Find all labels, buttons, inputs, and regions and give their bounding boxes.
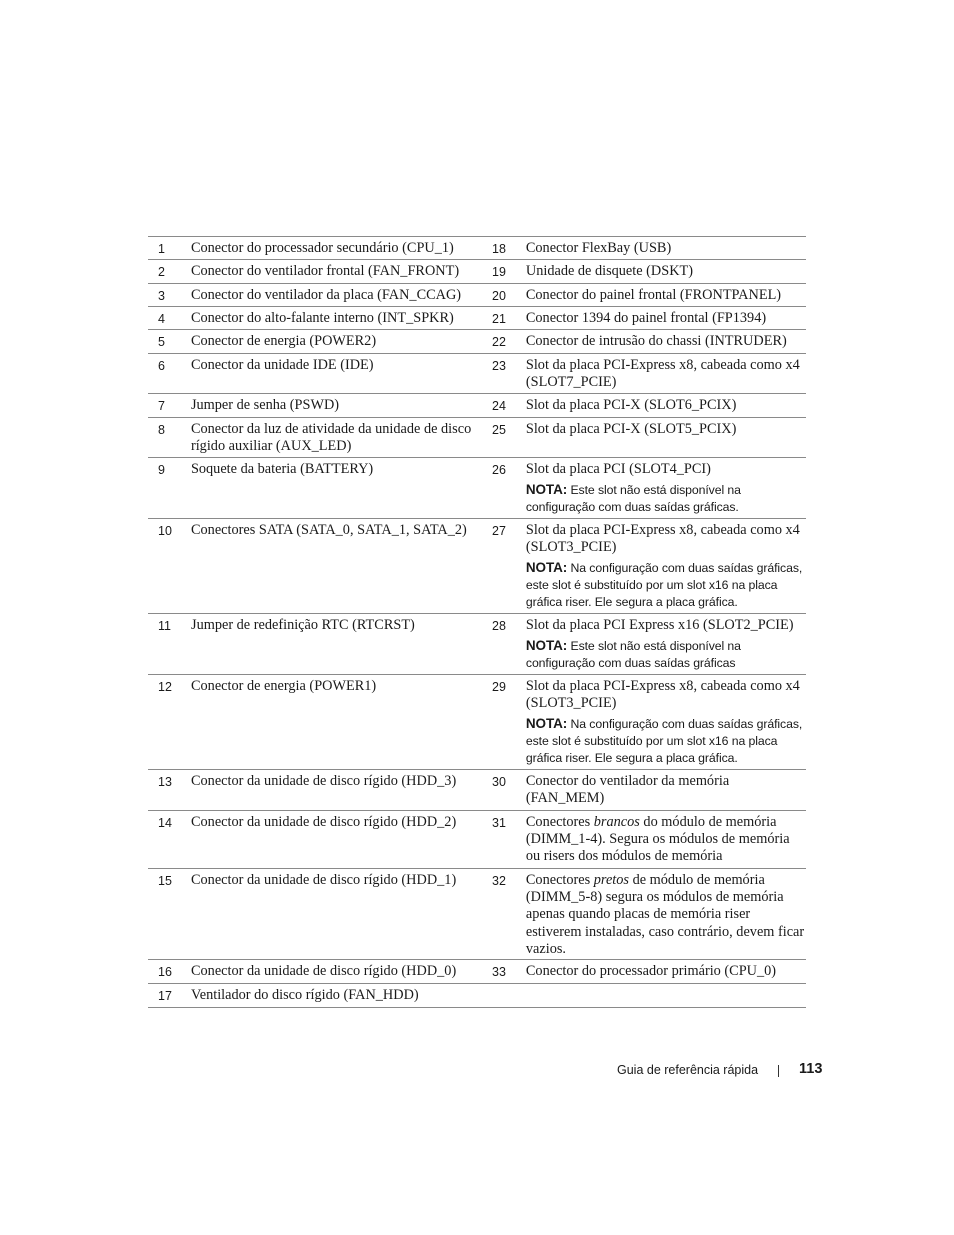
note — [526, 715, 806, 767]
note — [526, 481, 806, 516]
desc-emphasis: brancos — [593, 814, 640, 830]
item-number: 21 — [492, 312, 506, 326]
item-number: 27 — [492, 524, 506, 538]
item-description — [512, 872, 806, 955]
item-description: Conector FlexBay (USB) — [525, 240, 672, 256]
item-number: 2 — [158, 265, 165, 279]
desc-text: de módulo de memória (DIMM_5-8) segura os módulos de memória apenas quando placas de memória riser estiverem instaladas, caso contrário, devem ficar vazios. — [525, 872, 805, 957]
item-description: Conector do ventilador da memória (FAN_MEM) — [525, 773, 730, 807]
item-description: Conector do alto-falante interno (INT_SPKR) — [190, 310, 454, 326]
item-number: 31 — [492, 816, 506, 830]
item-cell — [512, 678, 806, 765]
desc-emphasis: pretos — [593, 872, 629, 888]
table-row — [148, 284, 806, 307]
item-description: Conector do painel frontal (FRONTPANEL) — [525, 287, 782, 303]
item-description: Conector da luz de atividade da unidade de disco rígido auxiliar (AUX_LED) — [190, 421, 472, 455]
item-number: 6 — [158, 359, 165, 373]
item-description: Conector do ventilador da placa (FAN_CCAG) — [190, 287, 462, 303]
item-description: Slot da placa PCI-Express x8, cabeada como x4 (SLOT7_PCIE) — [525, 357, 800, 391]
item-number: 28 — [492, 619, 506, 633]
item-number: 1 — [158, 242, 165, 256]
page-number: 113 — [799, 1061, 823, 1077]
item-number: 20 — [492, 289, 506, 303]
item-description: Conector da unidade de disco rígido (HDD_2) — [191, 814, 457, 830]
item-number: 11 — [158, 619, 171, 633]
item-description: Slot da placa PCI Express x16 (SLOT2_PCIE) — [525, 617, 794, 633]
page-footer — [600, 1061, 822, 1081]
item-description: Slot da placa PCI-Express x8, cabeada como x4 (SLOT3_PCIE) — [525, 678, 800, 712]
item-number — [484, 987, 512, 1003]
note — [526, 637, 806, 672]
table-row — [148, 675, 806, 770]
table-row — [148, 394, 806, 418]
item-description: Conector do processador secundário (CPU_1) — [190, 240, 454, 256]
item-description: Slot da placa PCI-Express x8, cabeada como x4 (SLOT3_PCIE) — [525, 522, 800, 556]
table-row — [148, 458, 806, 519]
item-number: 23 — [492, 359, 506, 373]
connector-table — [148, 236, 806, 1008]
table-row — [148, 869, 806, 960]
item-description: Slot da placa PCI (SLOT4_PCI) — [525, 461, 711, 477]
table-row — [148, 418, 806, 458]
item-description: Conector do ventilador frontal (FAN_FRONT) — [190, 263, 460, 279]
table-row — [148, 237, 806, 260]
table-row — [148, 307, 806, 330]
table-row — [148, 614, 806, 675]
table-row — [148, 330, 806, 354]
item-description: Conector da unidade de disco rígido (HDD_1) — [191, 872, 457, 888]
desc-text: Conectores — [525, 814, 594, 830]
footer-title: Guia de referência rápida — [617, 1063, 759, 1077]
item-number: 22 — [492, 335, 506, 349]
item-number: 30 — [492, 775, 506, 789]
item-description: Ventilador do disco rígido (FAN_HDD) — [191, 987, 419, 1003]
item-description: Conector de energia (POWER2) — [190, 333, 377, 349]
item-description: Conector da unidade de disco rígido (HDD_0) — [191, 963, 457, 979]
item-description: Conector 1394 do painel frontal (FP1394) — [525, 310, 767, 326]
item-number: 19 — [492, 265, 506, 279]
item-description: Conector de intrusão do chassi (INTRUDER) — [525, 333, 787, 349]
note-label: NOTA: — [525, 482, 568, 498]
desc-text: Conectores — [525, 872, 594, 888]
item-number: 25 — [492, 423, 506, 437]
item-number: 29 — [492, 680, 506, 694]
item-number: 16 — [158, 965, 172, 979]
item-cell — [512, 461, 806, 514]
table-row — [148, 354, 806, 394]
item-number: 10 — [158, 524, 172, 538]
item-number: 13 — [158, 775, 172, 789]
table-row — [148, 960, 806, 984]
item-number: 14 — [158, 816, 172, 830]
note-text: Na configuração com duas saídas gráficas, este slot é substituído por um slot x16 na placa gráfica riser. Ele segura a placa gráfica. — [525, 561, 803, 610]
item-description: Slot da placa PCI-X (SLOT6_PCIX) — [525, 397, 737, 413]
item-description: Slot da placa PCI-X (SLOT5_PCIX) — [525, 421, 737, 437]
item-description: Jumper de senha (PSWD) — [190, 397, 340, 413]
item-number: 3 — [158, 289, 165, 303]
item-description: Conectores SATA (SATA_0, SATA_1, SATA_2) — [191, 522, 467, 538]
item-description: Soquete da bateria (BATTERY) — [190, 461, 374, 477]
item-cell — [512, 522, 806, 609]
note-text: Este slot não está disponível na configuração com duas saídas gráficas. — [525, 483, 741, 515]
table-row — [148, 519, 806, 614]
item-number: 7 — [158, 399, 165, 413]
item-number: 12 — [158, 680, 172, 694]
item-description — [512, 987, 806, 1003]
item-number: 24 — [492, 399, 506, 413]
table-row — [148, 260, 806, 284]
desc-text: do módulo de memória (DIMM_1-4). Segura os módulos de memória ou risers dos módulos de memória — [525, 814, 790, 865]
item-description: Conector da unidade IDE (IDE) — [190, 357, 374, 373]
item-number: 5 — [158, 335, 165, 349]
table-row — [148, 984, 806, 1008]
item-number: 8 — [158, 423, 165, 437]
item-description: Unidade de disquete (DSKT) — [525, 263, 694, 279]
item-number: 9 — [158, 463, 165, 477]
table-row — [148, 770, 806, 811]
item-number: 33 — [492, 965, 506, 979]
footer-separator — [778, 1065, 779, 1077]
item-description: Jumper de redefinição RTC (RTCRST) — [191, 617, 415, 633]
item-description — [512, 814, 806, 864]
item-cell — [512, 617, 806, 670]
note-label: NOTA: — [525, 560, 568, 576]
note-label: NOTA: — [525, 716, 568, 732]
item-description: Conector de energia (POWER1) — [191, 678, 377, 694]
note-text: Este slot não está disponível na configuração com duas saídas gráficas — [525, 639, 741, 671]
item-number: 15 — [158, 874, 172, 888]
item-number: 18 — [492, 242, 506, 256]
note — [526, 559, 806, 611]
item-number: 17 — [158, 989, 172, 1003]
note-text: Na configuração com duas saídas gráficas, este slot é substituído por um slot x16 na placa gráfica riser. Ele segura a placa gráfica. — [525, 717, 803, 766]
table-row — [148, 811, 806, 869]
item-description: Conector do processador primário (CPU_0) — [525, 963, 777, 979]
item-description: Conector da unidade de disco rígido (HDD_3) — [191, 773, 457, 789]
note-label: NOTA: — [525, 638, 568, 654]
item-number: 26 — [492, 463, 506, 477]
item-number: 4 — [158, 312, 165, 326]
item-number: 32 — [492, 874, 506, 888]
